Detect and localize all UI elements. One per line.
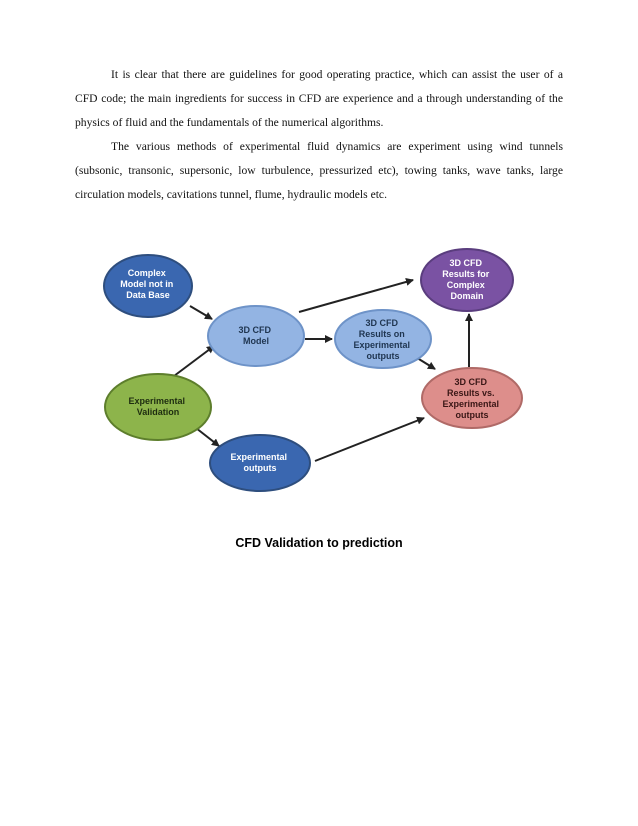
node-experimental-outputs-label: Experimental outputs <box>230 452 288 473</box>
arrow-outputs-to-vs <box>315 418 424 461</box>
diagram-arrows <box>174 280 469 461</box>
node-experimental-validation <box>105 374 211 440</box>
node-results-complex-domain-label: 3D CFD Results for Complex Domain <box>442 258 490 301</box>
node-results-vs-experimental-label: 3D CFD Results vs. Experimental outputs <box>442 377 500 420</box>
arrow-complex-to-model <box>190 306 212 319</box>
node-3d-cfd-model <box>208 306 304 366</box>
arrow-validation-to-model <box>174 346 214 376</box>
node-3d-cfd-model-label: 3D CFD Model <box>238 325 271 346</box>
node-experimental-validation-label: Experimental Validation <box>128 396 186 417</box>
node-results-complex-domain <box>421 249 513 311</box>
node-experimental-outputs <box>210 435 310 491</box>
paragraph-guidelines: It is clear that there are guidelines for good operating practice, which can assist the user of a CFD code; the main ingredients for success in CFD are experience and a through understanding of the physics of fluid and the fundamentals of the numerical algorithms. <box>75 68 563 129</box>
paragraph-experimental-methods: The various methods of experimental fluid dynamics are experiment using wind tunnels (subsonic, transonic, supersonic, low turbulence, pressurized etc), towing tanks, wave tanks, large circulation models, cavitations tunnel, flume, hydraulic models etc. <box>75 140 563 201</box>
node-results-on-experimental <box>335 310 431 368</box>
arrow-validation-to-outputs <box>196 428 219 446</box>
diagram-canvas <box>100 248 530 518</box>
figure-caption: CFD Validation to prediction <box>235 536 403 550</box>
node-results-vs-experimental <box>422 368 522 428</box>
cfd-validation-diagram <box>100 248 530 518</box>
node-complex-model-label: Complex Model not in Data Base <box>120 268 174 300</box>
node-results-on-experimental-label: 3D CFD Results on Experimental outputs <box>353 318 411 361</box>
page-body <box>75 63 563 207</box>
node-complex-model <box>104 255 192 317</box>
arrow-model-to-results-complex <box>299 280 413 312</box>
